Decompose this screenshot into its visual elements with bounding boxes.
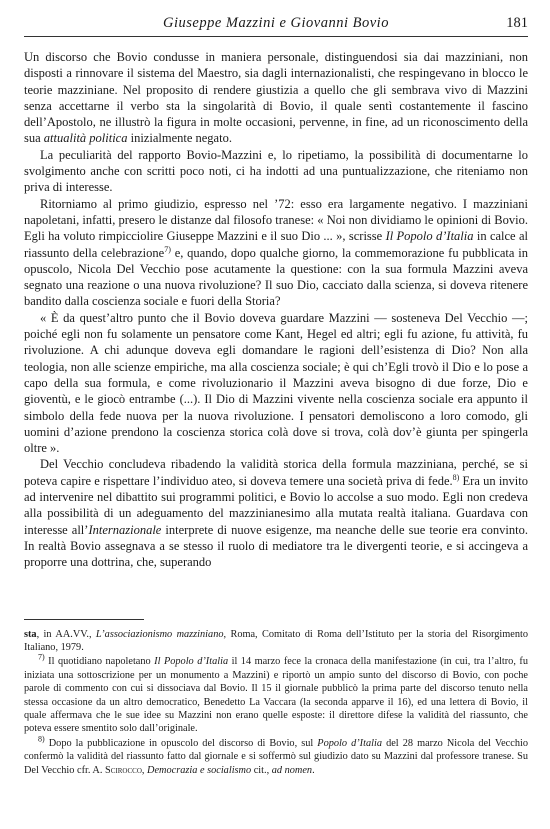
- footnote-8-text-mid: del 28 marzo Nicola del Vecchio confermò la validità del riassunto fatto dal giornale e si soffermò sul giudizio dato su Mazzini dal professore tranese. Su Del Vecchio cfr. A.: [24, 737, 528, 776]
- newspaper-title: Il Popolo d’Italia: [385, 229, 474, 244]
- paragraph-1-text: Un discorso che Bovio condusse in maniera personale, distinguendosi sia dai mazziniani, non disposti a rinnovare il sistema del Maestro, sia dagli internazionalisti, che respingevano in blocco le teorie mazziniane. Nel proposito di rendere giustizia a quello che gli sembrava vivo di Mazzini senza accettarne il verbo sta la singolarità di Bovio, il quale sentì costantemente il fascino dell’Apostolo, ne illustrò la figura in molte occasioni, pervenne, in fine, ad un riconoscimento della sua: [24, 50, 528, 146]
- page-header: [24, 12, 528, 37]
- footnote-8: [24, 734, 528, 777]
- footnote-8-newspaper: Popolo d’Italia: [317, 737, 382, 749]
- paragraph-5-text-mid: Era un invito ad intervenire nel dibattito sui programmi politici, e Bovio lo accolse a suo modo. Egli non credeva alla possibilità di un adeguamento del mazzinianesimo alla mutata realtà italiana. Guardava con interesse all’: [24, 473, 529, 537]
- footnote-continued-title: L’associazionismo mazziniano: [95, 628, 224, 640]
- paragraph-1-text-end: inizialmente negato.: [127, 131, 232, 146]
- footnote-continued-text-end: , Roma, Comitato di Roma dell’Istituto per la storia del Risorgimento Italiano, 1979.: [24, 628, 528, 653]
- paragraph-1-emphasis: attualità politica: [43, 131, 128, 146]
- footnote-8-author: Scirocco: [105, 764, 142, 776]
- footnote-continued: [24, 628, 528, 655]
- footnote-8-end: .: [312, 764, 315, 776]
- footnote-8-work-title: Democrazia e socialismo: [147, 764, 252, 776]
- page-number: 181: [506, 15, 528, 31]
- footnote-separator: [24, 619, 144, 620]
- footnote-ref-7: 7): [164, 244, 171, 254]
- footnote-8-sep: ,: [141, 764, 148, 776]
- footnote-ref-8: 8): [452, 472, 460, 482]
- footnote-7-text-end: il 14 marzo fece la cronaca della manifestazione (in cui, tra l’altro, fu iniziata una sottoscrizione per un monumento a Mazzini) e riportò un ampio sunto del discorso di Bovio, con poche parole di commento con cui si dissociava dal Bovio. Il 15 il giornale pubblicò la prima parte del discorso tenuto nella stessa occasione da un altro democratico, Benedetto La Vaccara (la seconda apparve il 16), ed una lettera di Bovio, il quale affermava che le sue idee su Mazzini non erano quelle esposte: il direttore difese la validità del riassunto, che poteva essere smentito solo dall’originale.: [24, 656, 528, 735]
- paragraph-3-text-mid: in calce al riassunto della celebrazione: [24, 229, 528, 260]
- paragraph-5-text-end: interprete di nuove esigenze, ma neanche delle sue teorie era convinto. In realtà Bovio assegnava a se stesso il ruolo di mediatore tra le divergenti teorie, e si accingeva a proporre una dottrina, che, superando: [24, 522, 528, 570]
- footnote-7: [24, 652, 528, 735]
- footnote-8-cit: cit.,: [251, 764, 272, 776]
- footnote-8-ad-nomen: ad nomen: [271, 764, 313, 776]
- footnote-continued-text: , in AA.VV.,: [36, 628, 96, 640]
- running-title: Giuseppe Mazzini e Giovanni Bovio: [163, 15, 389, 31]
- paragraph-2: La peculiarità del rapporto Bovio-Mazzini e, lo ripetiamo, la possibilità di documentarne lo svolgimento anche con scritti poco noti, ci ha indotti ad una puntualizzazione, che riteniamo non priva di interesse.: [24, 147, 528, 195]
- paragraph-3: [24, 196, 528, 310]
- paragraph-1: [24, 49, 528, 147]
- main-text: [24, 49, 528, 571]
- paragraph-5-text: Del Vecchio concludeva ribadendo la validità storica della formula mazziniana, perché, se si poteva capire e rispettare l’individuo ateo, si doveva temere una società priva di fede.: [24, 457, 528, 488]
- footnote-continued-start: sta: [24, 628, 37, 640]
- footnote-7-newspaper: Il Popolo d’Italia: [154, 656, 229, 668]
- paragraph-4-quote: « È da quest’altro punto che il Bovio doveva guardare Mazzini — sosteneva Del Vecchio —; poiché egli non fu solamente un pensatore come Kant, Hegel ed altri; egli fu azione, fu attività, fu rivoluzione. A chi adunque doveva egli domandare le ragioni dell’esistenza di Dio? Non alla teologia, non alle scienze empiriche, ma alla coscienza sociale; è qui ch’Egli trovò il Dio e lo pose a capo della sua formula, e come rivoluzionario il Mazzini aveva bisogno di due forze, Dio e gioventù, e le giocò entrambe (...). Il Dio di Mazzini vivente nella coscienza sociale era appunto il simbolo della fede nuova per la nuova rivoluzione. I pensatori demoliscono a loro comodo, gli uomini d’azione prendono la coscienza storica colà dove si trova, colà dov’è giunta per spingerla oltre ».: [24, 310, 528, 456]
- footnote-7-marker: 7): [38, 652, 45, 662]
- footnote-8-marker: 8): [38, 734, 45, 744]
- paragraph-5: [24, 456, 528, 570]
- footnote-8-text: Dopo la pubblicazione in opuscolo del discorso di Bovio, sul: [44, 737, 318, 749]
- paragraph-3-text-end: e, quando, dopo qualche giorno, la commemorazione fu pubblicata in opuscolo, Nicola Del Vecchio pose acutamente la questione: con la sua formula Mazzini aveva segnato una reazione o una nuova rivoluzione? Il suo Dio, cacciato dalla scienza, si doveva ritenere bandito dalla coscienza sociale e fuori della Storia?: [24, 245, 528, 309]
- footnote-7-text: Il quotidiano napoletano: [44, 656, 155, 668]
- internazionale-emphasis: Internazionale: [88, 522, 162, 537]
- paragraph-3-text: Ritorniamo al primo giudizio, espresso nel ’72: esso era largamente negativo. I mazziniani napoletani, infatti, presero le distanze dal filosofo tranese: « Noi non dividiamo le opinioni di Bovio. Egli ha voluto rimpicciolire Giuseppe Mazzini e il suo Dio ... », scrisse: [24, 196, 528, 244]
- footnotes: [24, 628, 528, 777]
